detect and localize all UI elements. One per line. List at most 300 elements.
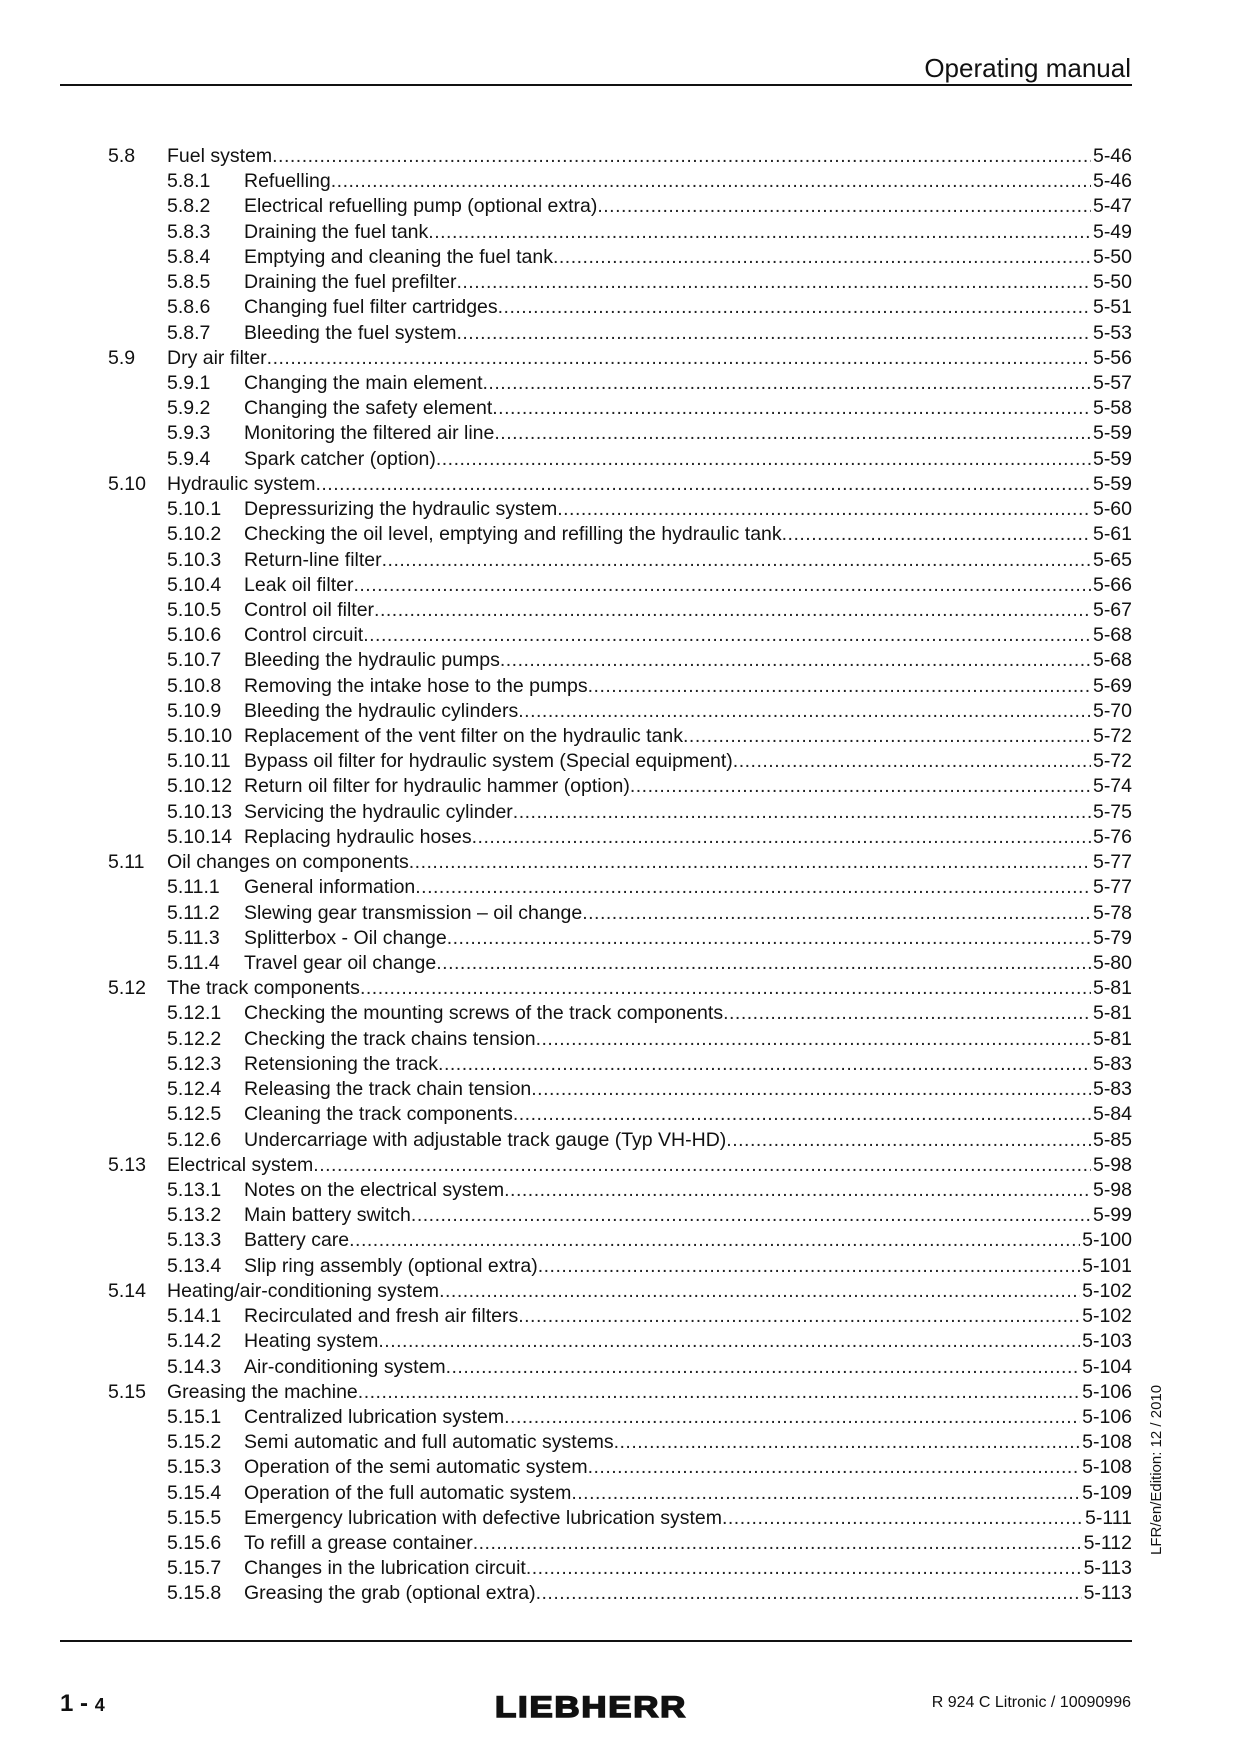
toc-page-number: 5-100	[1082, 1229, 1132, 1252]
toc-title: Operation of the full automatic system	[244, 1481, 572, 1504]
toc-page-number: 5-102	[1082, 1305, 1132, 1328]
toc-subsection-row[interactable]	[108, 1355, 1132, 1380]
toc-entry	[244, 497, 1132, 522]
toc-entry	[244, 1077, 1132, 1102]
toc-title: Changing the main element	[244, 371, 483, 394]
toc-number: 5.9.1	[167, 371, 211, 394]
toc-leader-dots	[472, 825, 1091, 850]
toc-leader-dots	[571, 1481, 1080, 1506]
toc-leader-dots	[733, 749, 1091, 774]
toc-title: Control oil filter	[244, 598, 375, 621]
toc-entry	[167, 1279, 1132, 1304]
toc-leader-dots	[374, 598, 1091, 623]
toc-number: 5.15	[108, 1380, 146, 1403]
toc-subsection-row[interactable]	[108, 1102, 1132, 1127]
toc-subsection-row[interactable]	[108, 901, 1132, 926]
toc-leader-dots	[447, 926, 1091, 951]
logo-lettering: LIEBHERR	[495, 1691, 687, 1722]
toc-section-row[interactable]	[108, 472, 1132, 497]
toc-number: 5.10.11	[167, 750, 231, 773]
toc-number: 5.10.13	[167, 800, 233, 823]
toc-entry	[244, 1506, 1132, 1531]
toc-leader-dots	[726, 1128, 1091, 1153]
toc-title: Checking the mounting screws of the track components	[244, 1002, 724, 1025]
toc-leader-dots	[436, 447, 1091, 472]
toc-subsection-row[interactable]	[108, 1077, 1132, 1102]
toc-page-number: 5-70	[1092, 699, 1132, 722]
toc-title: Draining the fuel prefilter	[244, 271, 457, 294]
page-number	[60, 1690, 105, 1718]
toc-title: Travel gear oil change	[244, 952, 437, 974]
toc-subsection-row[interactable]	[108, 321, 1132, 346]
toc-leader-dots	[438, 1052, 1091, 1077]
toc-section-row[interactable]	[108, 346, 1132, 371]
toc-entry	[167, 472, 1132, 497]
toc-title: Bypass oil filter for hydraulic system (Special equipment)	[244, 750, 733, 773]
toc-leader-dots	[353, 573, 1091, 598]
toc-page-number: 5-98	[1092, 1178, 1132, 1201]
toc-entry	[167, 346, 1132, 371]
toc-title: Replacing hydraulic hoses	[244, 825, 472, 848]
toc-leader-dots	[360, 976, 1091, 1001]
toc-page-number: 5-51	[1092, 296, 1132, 319]
toc-entry	[244, 1001, 1132, 1026]
toc-page-number: 5-61	[1092, 523, 1132, 546]
toc-entry	[244, 1481, 1132, 1506]
toc-leader-dots	[683, 724, 1091, 749]
toc-subsection-row[interactable]	[108, 749, 1132, 774]
toc-number: 5.12.5	[167, 1103, 222, 1126]
toc-entry	[244, 270, 1132, 295]
toc-page-number: 5-74	[1092, 775, 1132, 798]
toc-page-number: 5-83	[1092, 1052, 1132, 1075]
toc-subsection-row[interactable]	[108, 699, 1132, 724]
toc-subsection-row[interactable]	[108, 926, 1132, 951]
toc-number: 5.12.4	[167, 1078, 222, 1101]
toc-page-number: 5-98	[1092, 1153, 1132, 1176]
toc-subsection-row[interactable]	[108, 1481, 1132, 1506]
toc-page-number: 5-77	[1092, 851, 1132, 874]
toc-page-number: 5-76	[1092, 825, 1132, 848]
toc-subsection-row[interactable]	[108, 1556, 1132, 1581]
toc-entry	[244, 1052, 1132, 1077]
toc-entry	[244, 548, 1132, 573]
toc-page-number: 5-104	[1082, 1355, 1132, 1378]
toc-leader-dots	[518, 1304, 1080, 1329]
toc-leader-dots	[409, 850, 1091, 875]
toc-subsection-row[interactable]	[108, 623, 1132, 648]
toc-title: Releasing the track chain tension	[244, 1078, 532, 1101]
toc-title: Slip ring assembly (optional extra)	[244, 1254, 538, 1277]
toc-title: Electrical system	[167, 1153, 314, 1176]
toc-number: 5.8.7	[167, 321, 211, 344]
toc-number: 5.10	[108, 472, 146, 495]
toc-entry	[244, 1178, 1132, 1203]
toc-page-number: 5-46	[1092, 170, 1132, 193]
toc-page-number: 5-59	[1092, 472, 1132, 495]
toc-page-number: 5-80	[1092, 952, 1132, 974]
toc-number: 5.9	[108, 346, 136, 369]
header-rule	[60, 84, 1132, 86]
toc-leader-dots	[553, 245, 1091, 270]
toc-leader-dots	[536, 1581, 1082, 1606]
toc-number: 5.12	[108, 977, 146, 1000]
toc-number: 5.13.4	[167, 1254, 222, 1277]
toc-title: Heating system	[244, 1330, 379, 1353]
toc-entry	[244, 1455, 1132, 1480]
toc-number: 5.10.7	[167, 649, 222, 672]
toc-number: 5.15.3	[167, 1456, 222, 1479]
toc-subsection-row[interactable]	[108, 194, 1132, 219]
toc-subsection-row[interactable]	[108, 1203, 1132, 1228]
toc-entry	[244, 825, 1132, 850]
toc-number: 5.15.4	[167, 1481, 222, 1504]
toc-title: Return oil filter for hydraulic hammer (option)	[244, 775, 630, 798]
toc-page-number: 5-78	[1092, 901, 1132, 924]
toc-leader-dots	[358, 1380, 1080, 1405]
toc-title: Air-conditioning system	[244, 1355, 446, 1378]
toc-subsection-row[interactable]	[108, 573, 1132, 598]
toc-number: 5.13.3	[167, 1229, 222, 1252]
toc-subsection-row[interactable]	[108, 674, 1132, 699]
toc-title: Recirculated and fresh air filters	[244, 1305, 519, 1328]
toc-subsection-row[interactable]	[108, 1178, 1132, 1203]
toc-number: 5.9.4	[167, 447, 211, 470]
toc-leader-dots	[782, 522, 1091, 547]
toc-title: Leak oil filter	[244, 573, 354, 596]
toc-number: 5.8.4	[167, 245, 211, 268]
toc-title: Refuelling	[244, 170, 331, 193]
toc-page-number: 5-81	[1092, 1027, 1132, 1050]
toc-page-number: 5-81	[1092, 1002, 1132, 1025]
toc-page-number: 5-67	[1092, 598, 1132, 621]
toc-page-number: 5-108	[1082, 1456, 1132, 1479]
toc-number: 5.10.4	[167, 573, 222, 596]
toc-title: The track components	[167, 977, 360, 1000]
toc-entry	[244, 749, 1132, 774]
toc-page-number: 5-85	[1092, 1128, 1132, 1151]
toc-title: To refill a grease container	[244, 1532, 473, 1555]
toc-subsection-row[interactable]	[108, 1531, 1132, 1556]
toc-page-number: 5-65	[1092, 548, 1132, 571]
toc-title: Checking the oil level, emptying and refilling the hydraulic tank	[244, 523, 782, 546]
toc-leader-dots	[483, 371, 1091, 396]
toc-leader-dots	[582, 901, 1091, 926]
toc-leader-dots	[439, 1279, 1080, 1304]
toc-subsection-row[interactable]	[108, 800, 1132, 825]
toc-entry	[244, 1531, 1132, 1556]
liebherr-logo	[493, 1690, 689, 1722]
edition-note-text: LFR/en/Edition: 12 / 2010	[1148, 1384, 1165, 1555]
toc-title: General information	[244, 876, 416, 899]
toc-entry	[244, 623, 1132, 648]
toc-entry	[244, 1581, 1132, 1606]
toc-subsection-row[interactable]	[108, 522, 1132, 547]
toc-title: Return-line filter	[244, 548, 382, 571]
toc-subsection-row[interactable]	[108, 1228, 1132, 1253]
toc-entry	[244, 1329, 1132, 1354]
toc-page-number: 5-111	[1085, 1506, 1132, 1529]
toc-leader-dots	[630, 774, 1091, 799]
toc-subsection-row[interactable]	[108, 396, 1132, 421]
toc-leader-dots	[446, 1355, 1081, 1380]
toc-title: Monitoring the filtered air line	[244, 422, 495, 445]
toc-entry	[244, 295, 1132, 320]
toc-number: 5.10.10	[167, 725, 233, 748]
toc-section-row[interactable]	[108, 1380, 1132, 1405]
toc-title: Retensioning the track	[244, 1052, 439, 1075]
toc-page-number: 5-99	[1092, 1204, 1132, 1227]
toc-title: Cleaning the track components	[244, 1103, 513, 1126]
page-header-title: Operating manual	[924, 53, 1131, 83]
toc-number: 5.14.2	[167, 1330, 222, 1353]
toc-subsection-row[interactable]	[108, 371, 1132, 396]
toc-subsection-row[interactable]	[108, 774, 1132, 799]
model-number: R 924 C Litronic / 10090996	[931, 1694, 1131, 1711]
toc-leader-dots	[315, 472, 1091, 497]
toc-leader-dots	[723, 1001, 1091, 1026]
toc-entry	[244, 1556, 1132, 1581]
toc-entry	[244, 1405, 1132, 1430]
toc-entry	[244, 1304, 1132, 1329]
toc-leader-dots	[538, 1254, 1080, 1279]
toc-page-number: 5-59	[1092, 422, 1132, 445]
toc-title: Heating/air-conditioning system	[167, 1279, 440, 1302]
toc-number: 5.11.3	[167, 926, 220, 949]
toc-subsection-row[interactable]	[108, 1430, 1132, 1455]
toc-entry	[167, 1153, 1132, 1178]
toc-number: 5.11	[108, 851, 145, 874]
toc-subsection-row[interactable]	[108, 1254, 1132, 1279]
toc-title: Changing the safety element	[244, 397, 493, 420]
toc-entry	[167, 976, 1132, 1001]
toc-entry	[244, 901, 1132, 926]
toc-page-number: 5-79	[1092, 926, 1132, 949]
toc-page-number: 5-106	[1082, 1380, 1132, 1403]
toc-leader-dots	[313, 1153, 1091, 1178]
toc-subsection-row[interactable]	[108, 951, 1132, 976]
toc-subsection-row[interactable]	[108, 295, 1132, 320]
toc-number: 5.10.9	[167, 699, 222, 722]
toc-subsection-row[interactable]	[108, 1304, 1132, 1329]
toc-page-number: 5-59	[1092, 447, 1132, 470]
toc-page-number: 5-83	[1092, 1078, 1132, 1101]
toc-entry	[244, 194, 1132, 219]
toc-entry	[244, 674, 1132, 699]
toc-number: 5.11.4	[167, 952, 220, 974]
toc-leader-dots	[597, 194, 1091, 219]
toc-page-number: 5-109	[1082, 1481, 1132, 1504]
toc-leader-dots	[498, 295, 1091, 320]
toc-title: Hydraulic system	[167, 472, 316, 495]
toc-page-number: 5-72	[1092, 750, 1132, 773]
toc-number: 5.10.8	[167, 674, 222, 697]
toc-page-number: 5-112	[1083, 1532, 1132, 1555]
toc-entry	[244, 245, 1132, 270]
toc-entry	[167, 1380, 1132, 1405]
toc-subsection-row[interactable]	[108, 220, 1132, 245]
toc-page-number: 5-77	[1092, 876, 1132, 899]
toc-subsection-row[interactable]	[108, 1581, 1132, 1606]
toc-subsection-row[interactable]	[108, 497, 1132, 522]
toc-subsection-row[interactable]	[108, 548, 1132, 573]
toc-number: 5.11.1	[167, 876, 220, 899]
toc-number: 5.8.3	[167, 220, 211, 243]
toc-title: Dry air filter	[167, 346, 267, 369]
toc-leader-dots	[557, 497, 1091, 522]
toc-leader-dots	[588, 1455, 1081, 1480]
toc-page-number: 5-66	[1092, 573, 1132, 596]
toc-title: Spark catcher (option)	[244, 447, 436, 470]
toc-title: Splitterbox - Oil change	[244, 926, 447, 949]
toc-subsection-row[interactable]	[108, 270, 1132, 295]
toc-number: 5.15.6	[167, 1532, 222, 1555]
toc-subsection-row[interactable]	[108, 421, 1132, 446]
toc-entry	[244, 220, 1132, 245]
toc-number: 5.12.3	[167, 1052, 222, 1075]
toc-number: 5.12.2	[167, 1027, 222, 1050]
toc-entry	[244, 573, 1132, 598]
toc-title: Electrical refuelling pump (optional extra)	[244, 195, 598, 218]
toc-page-number: 5-68	[1092, 624, 1132, 647]
toc-title: Greasing the machine	[167, 1380, 358, 1403]
toc-subsection-row[interactable]	[108, 245, 1132, 270]
toc-subsection-row[interactable]	[108, 1506, 1132, 1531]
toc-subsection-row[interactable]	[108, 169, 1132, 194]
toc-title: Bleeding the hydraulic cylinders	[244, 699, 519, 722]
toc-subsection-row[interactable]	[108, 875, 1132, 900]
toc-entry	[244, 1027, 1132, 1052]
toc-title: Main battery switch	[244, 1204, 411, 1227]
toc-leader-dots	[504, 1405, 1080, 1430]
toc-number: 5.14	[108, 1279, 146, 1302]
toc-leader-dots	[518, 699, 1091, 724]
toc-page-number: 5-47	[1092, 195, 1132, 218]
toc-number: 5.14.3	[167, 1355, 222, 1378]
toc-page-number: 5-101	[1082, 1254, 1132, 1277]
toc-subsection-row[interactable]	[108, 1329, 1132, 1354]
toc-number: 5.10.2	[167, 523, 222, 546]
toc-subsection-row[interactable]	[108, 1052, 1132, 1077]
toc-leader-dots	[349, 1228, 1080, 1253]
toc-entry	[244, 724, 1132, 749]
toc-number: 5.10.14	[167, 825, 233, 848]
toc-page-number: 5-49	[1092, 220, 1132, 243]
toc-page-number: 5-50	[1092, 271, 1132, 294]
toc-entry	[244, 371, 1132, 396]
toc-section-row[interactable]	[108, 144, 1132, 169]
toc-section-row[interactable]	[108, 850, 1132, 875]
toc-subsection-row[interactable]	[108, 447, 1132, 472]
toc-number: 5.15.5	[167, 1506, 222, 1529]
toc-subsection-row[interactable]	[108, 825, 1132, 850]
footer-rule	[60, 1640, 1132, 1642]
toc-section-row[interactable]	[108, 1153, 1132, 1178]
toc-entry	[244, 522, 1132, 547]
toc-title: Battery care	[244, 1229, 350, 1252]
toc-subsection-row[interactable]	[108, 1128, 1132, 1153]
toc-entry	[244, 169, 1132, 194]
toc-number: 5.11.2	[167, 901, 220, 924]
toc-entry	[244, 1203, 1132, 1228]
toc-page-number: 5-113	[1083, 1582, 1132, 1605]
toc-title: Semi automatic and full automatic systems	[244, 1431, 614, 1454]
page-number-page: 4	[94, 1695, 105, 1715]
toc-number: 5.15.2	[167, 1431, 222, 1454]
toc-number: 5.15.1	[167, 1405, 222, 1428]
toc-number: 5.8.5	[167, 271, 211, 294]
toc-page-number: 5-46	[1092, 145, 1132, 167]
toc-subsection-row[interactable]	[108, 1027, 1132, 1052]
toc-subsection-row[interactable]	[108, 724, 1132, 749]
toc-number: 5.14.1	[167, 1305, 222, 1328]
toc-number: 5.13	[108, 1153, 146, 1176]
toc-number: 5.8.6	[167, 296, 211, 319]
toc-subsection-row[interactable]	[108, 1405, 1132, 1430]
toc-entry	[244, 875, 1132, 900]
toc-leader-dots	[456, 270, 1091, 295]
toc-number: 5.13.1	[167, 1178, 222, 1201]
toc-page-number: 5-57	[1092, 371, 1132, 394]
toc-entry	[167, 850, 1132, 875]
toc-title: Removing the intake hose to the pumps	[244, 674, 588, 697]
toc-title: Undercarriage with adjustable track gauge (Typ VH-HD)	[244, 1128, 727, 1151]
toc-page-number: 5-108	[1082, 1431, 1132, 1454]
toc-title: Changes in the lubrication circuit	[244, 1557, 526, 1580]
toc-number: 5.10.3	[167, 548, 222, 571]
toc-title: Slewing gear transmission – oil change	[244, 901, 583, 924]
toc-leader-dots	[513, 1102, 1091, 1127]
toc-entry	[244, 321, 1132, 346]
toc-number: 5.13.2	[167, 1204, 222, 1227]
toc-page-number: 5-106	[1082, 1405, 1132, 1428]
toc-leader-dots	[382, 548, 1091, 573]
toc-entry	[244, 1254, 1132, 1279]
toc-title: Changing fuel filter cartridges	[244, 296, 498, 319]
toc-number: 5.15.7	[167, 1557, 222, 1580]
toc-page-number: 5-58	[1092, 397, 1132, 420]
toc-leader-dots	[456, 321, 1091, 346]
toc-page-number: 5-75	[1092, 800, 1132, 823]
toc-subsection-row[interactable]	[108, 1455, 1132, 1480]
toc-number: 5.10.5	[167, 598, 222, 621]
toc-leader-dots	[378, 1329, 1080, 1354]
toc-title: Emergency lubrication with defective lubrication system	[244, 1506, 722, 1529]
toc-entry	[244, 396, 1132, 421]
toc-title: Servicing the hydraulic cylinder	[244, 800, 513, 823]
toc-entry	[244, 1228, 1132, 1253]
toc-entry	[244, 699, 1132, 724]
toc-number: 5.8.2	[167, 195, 211, 218]
toc-entry	[244, 421, 1132, 446]
toc-title: Emptying and cleaning the fuel tank	[244, 245, 553, 268]
toc-title: Greasing the grab (optional extra)	[244, 1582, 536, 1605]
toc-number: 5.10.1	[167, 498, 222, 521]
toc-entry	[244, 800, 1132, 825]
toc-leader-dots	[267, 346, 1091, 371]
toc-leader-dots	[363, 623, 1091, 648]
toc-subsection-row[interactable]	[108, 648, 1132, 673]
toc-number: 5.10.6	[167, 624, 222, 647]
toc-leader-dots	[415, 875, 1091, 900]
toc-number: 5.12.1	[167, 1002, 222, 1025]
toc-subsection-row[interactable]	[108, 1001, 1132, 1026]
toc-number: 5.8.1	[167, 170, 211, 193]
toc-leader-dots	[536, 1027, 1091, 1052]
toc-section-row[interactable]	[108, 1279, 1132, 1304]
toc-section-row[interactable]	[108, 976, 1132, 1001]
toc-subsection-row[interactable]	[108, 598, 1132, 623]
